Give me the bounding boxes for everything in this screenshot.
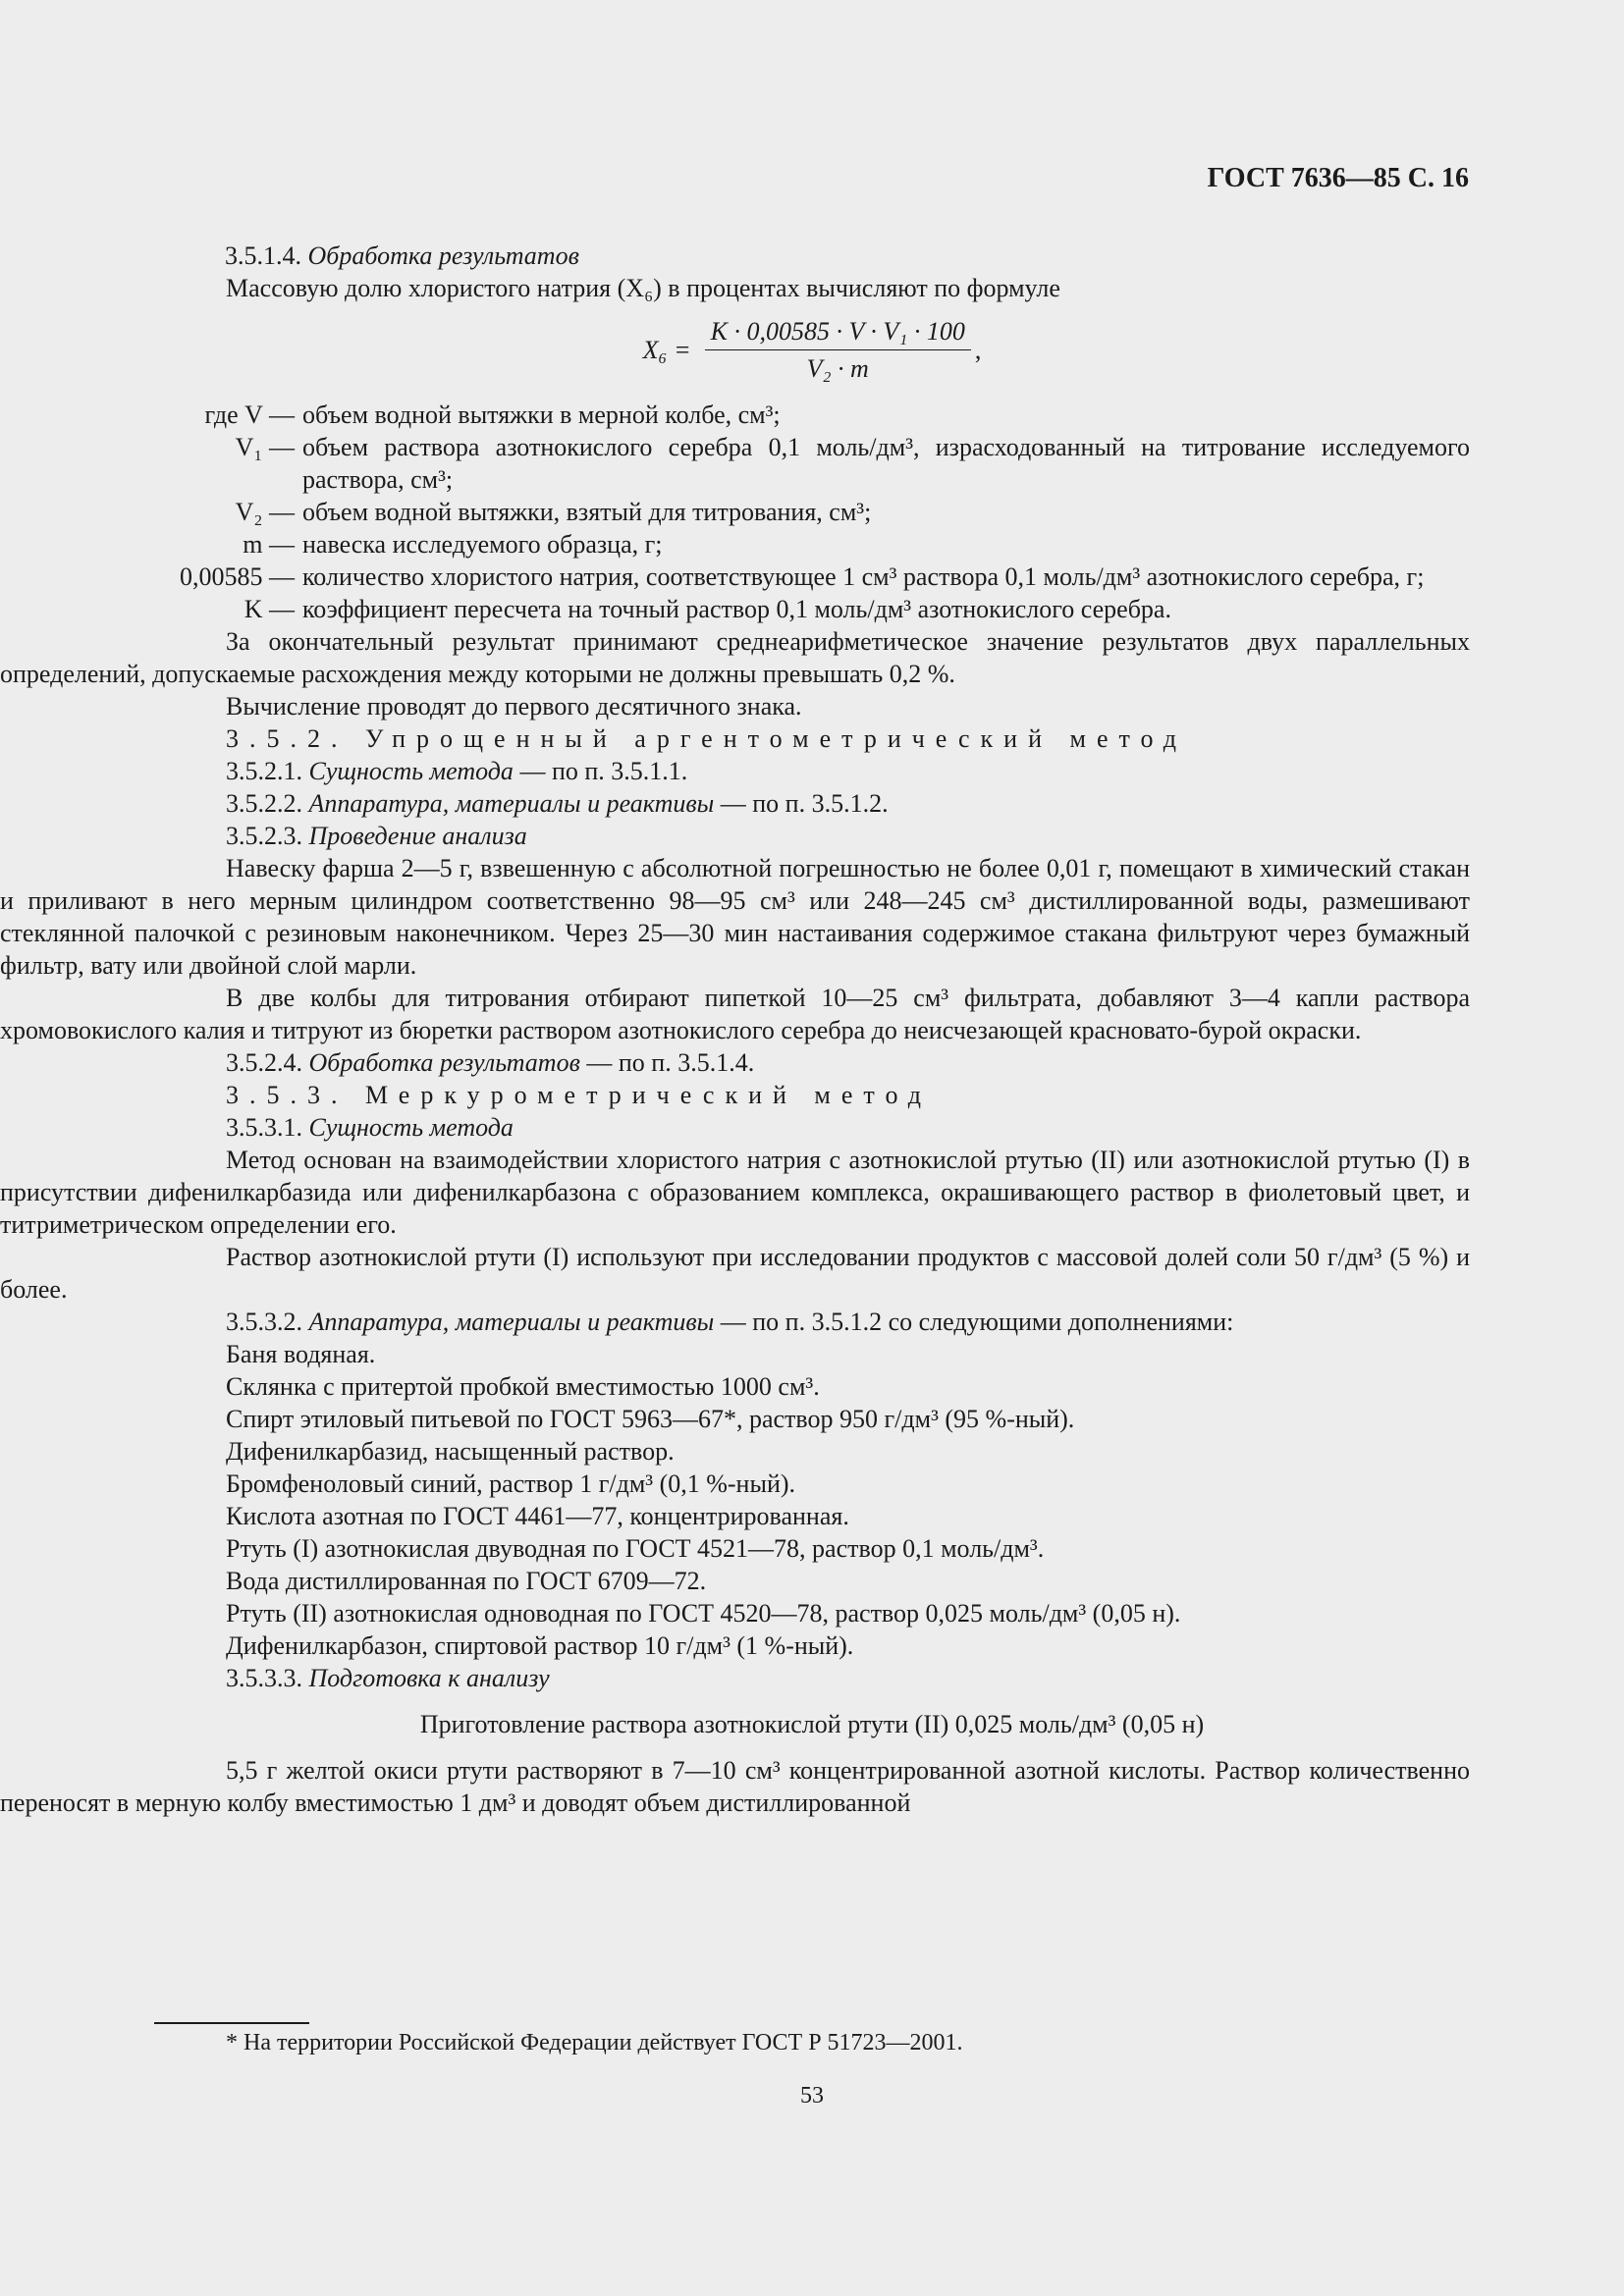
- variable-item: [0, 561, 1470, 593]
- section-title: 3.5.3. Меркурометрический метод: [226, 1081, 932, 1109]
- section-number: 3.5.1.4.: [225, 241, 301, 270]
- variable-item: [0, 593, 1470, 625]
- list-item: Склянка с притертой пробкой вместимостью 1000 см³.: [226, 1372, 820, 1401]
- section-heading: [0, 240, 1470, 272]
- paragraph: В две колбы для титрования отбирают пипеткой 10—25 см³ фильтрата, добавляют 3—4 капли раствора хромовокислого калия и титруют из бюретки раствором азотнокислого серебра до неисчезающей красновато-бурой окраски.: [0, 984, 1470, 1044]
- section-reference: — по п. 3.5.1.1.: [513, 757, 688, 785]
- subheading: Приготовление раствора азотнокислой ртути (II) 0,025 моль/дм³ (0,05 н): [419, 1710, 1205, 1738]
- section-reference: — по п. 3.5.1.2.: [714, 789, 889, 818]
- section-title: Подготовка к анализу: [308, 1664, 550, 1692]
- variable-label: K —: [244, 595, 295, 623]
- variable-description: объем водной вытяжки, взятый для титрования, см³;: [302, 498, 872, 526]
- formula-intro: Массовую долю хлористого натрия (X₆) в процентах вычисляют по формуле: [226, 274, 1060, 302]
- variable-item: [0, 528, 1470, 561]
- section-number: 3.5.3.1.: [226, 1113, 302, 1142]
- list-item: Кислота азотная по ГОСТ 4461—77, концентрированная.: [226, 1502, 849, 1530]
- section-title: Обработка результатов: [307, 241, 579, 270]
- section-title: Сущность метода: [308, 757, 514, 785]
- variable-label: где V —: [204, 400, 295, 429]
- variable-description: количество хлористого натрия, соответствующее 1 см³ раствора 0,1 моль/дм³ азотнокислого серебра, г;: [302, 562, 1425, 591]
- section-title: Обработка результатов: [308, 1048, 580, 1077]
- variable-description: объем раствора азотнокислого серебра 0,1 моль/дм³, израсходованный на титрование исследуемого раствора, см³;: [302, 433, 1470, 494]
- variable-label: 0,00585 —: [180, 562, 295, 591]
- variable-item: [0, 496, 1470, 528]
- section-heading: [0, 1306, 1470, 1338]
- section-number: 3.5.2.1.: [226, 757, 302, 785]
- paragraph: Раствор азотнокислой ртути (I) используют при исследовании продуктов с массовой долей соли 50 г/дм³ (5 %) и более.: [0, 1243, 1470, 1304]
- section-heading-spaced: [0, 1079, 1470, 1111]
- section-number: 3.5.3.3.: [226, 1664, 302, 1692]
- section-title: Проведение анализа: [308, 822, 527, 850]
- section-number: 3.5.2.3.: [226, 822, 302, 850]
- variable-description: объем водной вытяжки в мерной колбе, см³;: [302, 400, 781, 429]
- section-number: 3.5.2.4.: [226, 1048, 302, 1077]
- section-title: Сущность метода: [308, 1113, 514, 1142]
- variable-description: навеска исследуемого образца, г;: [302, 530, 663, 559]
- formula: [154, 310, 1470, 389]
- footnote-rule: [154, 2022, 309, 2024]
- list-item: Баня водяная.: [226, 1340, 376, 1368]
- page-header: ГОСТ 7636—85 С. 16: [1207, 163, 1469, 193]
- footnote: * На территории Российской Федерации действует ГОСТ Р 51723—2001.: [226, 2030, 963, 2056]
- section-heading: [0, 755, 1470, 787]
- section-heading: [0, 1111, 1470, 1144]
- page-number: 53: [800, 2083, 824, 2109]
- section-number: 3.5.3.2.: [226, 1308, 302, 1336]
- list-item: Бромфеноловый синий, раствор 1 г/дм³ (0,1 %-ный).: [226, 1469, 796, 1498]
- list-item: Спирт этиловый питьевой по ГОСТ 5963—67*, раствор 950 г/дм³ (95 %-ный).: [226, 1405, 1075, 1433]
- variable-label: V₁ —: [235, 433, 295, 461]
- list-item: Вода дистиллированная по ГОСТ 6709—72.: [226, 1567, 707, 1595]
- variable-item: [0, 431, 1470, 496]
- paragraph: 5,5 г желтой окиси ртути растворяют в 7—10 см³ концентрированной азотной кислоты. Раствор количественно переносят в мерную колбу вместимостью 1 дм³ и доводят объем дистиллированной: [0, 1756, 1470, 1817]
- variable-label: m —: [243, 530, 295, 559]
- formula-fraction: [705, 315, 971, 385]
- section-number: 3.5.2.2.: [226, 789, 302, 818]
- variable-list: [0, 399, 1470, 625]
- section-title: Аппаратура, материалы и реактивы: [308, 789, 715, 818]
- variable-label: V₂ —: [235, 498, 295, 526]
- list-item: Ртуть (II) азотнокислая одноводная по ГОСТ 4520—78, раствор 0,025 моль/дм³ (0,05 н).: [226, 1599, 1181, 1628]
- paragraph: Метод основан на взаимодействии хлористого натрия с азотнокислой ртутью (II) или азотнокислой ртутью (I) в присутствии дифенилкарбазида или дифенилкарбазона с образованием комплекса, окрашивающего раствор в фиолетовый цвет, и титриметрическом определении его.: [0, 1146, 1470, 1239]
- section-reference: — по п. 3.5.1.2 со следующими дополнениями:: [714, 1308, 1234, 1336]
- section-title: 3.5.2. Упрощенный аргентометрический метод: [226, 724, 1187, 753]
- reagent-list: [0, 1338, 1470, 1662]
- section-heading-spaced: [0, 722, 1470, 755]
- list-item: Ртуть (I) азотнокислая двуводная по ГОСТ 4521—78, раствор 0,1 моль/дм³.: [226, 1534, 1045, 1563]
- formula-denominator: V₂ · m: [806, 353, 869, 383]
- variable-description: коэффициент пересчета на точный раствор 0,1 моль/дм³ азотнокислого серебра.: [302, 595, 1171, 623]
- variable-item: [0, 399, 1470, 431]
- section-heading: [0, 820, 1470, 852]
- paragraph: Навеску фарша 2—5 г, взвешенную с абсолютной погрешностью не более 0,01 г, помещают в химический стакан и приливают в него мерным цилиндром соответственно 98—95 см³ или 248—245 см³ дистиллированной воды, размешивают стеклянной палочкой с резиновым наконечником. Через 25—30 мин настаивания содержимое стакана фильтруют через бумажный фильтр, вату или двойной слой марли.: [0, 854, 1470, 980]
- list-item: Дифенилкарбазид, насыщенный раствор.: [226, 1437, 675, 1466]
- section-title: Аппаратура, материалы и реактивы: [308, 1308, 715, 1336]
- paragraph: Вычисление проводят до первого десятичного знака.: [226, 692, 802, 721]
- section-reference: — по п. 3.5.1.4.: [579, 1048, 755, 1077]
- section-heading: [0, 1662, 1470, 1694]
- formula-trail: ,: [974, 335, 982, 364]
- formula-lhs: X₆ =: [642, 335, 691, 364]
- section-heading: [0, 787, 1470, 820]
- paragraph: За окончательный результат принимают среднеарифметическое значение результатов двух параллельных определений, допускаемые расхождения между которыми не должны превышать 0,2 %.: [0, 627, 1470, 688]
- page-body: [0, 240, 1470, 1819]
- section-heading: [0, 1046, 1470, 1079]
- formula-numerator: K · 0,00585 · V · V₁ · 100: [705, 315, 971, 350]
- list-item: Дифенилкарбазон, спиртовой раствор 10 г/дм³ (1 %-ный).: [226, 1631, 854, 1660]
